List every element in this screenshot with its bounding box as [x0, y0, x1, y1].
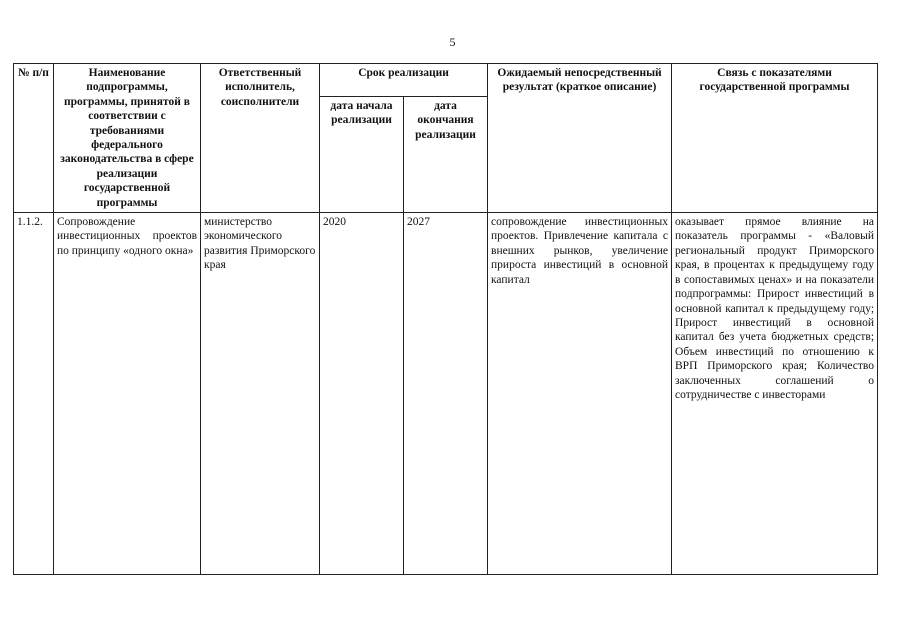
header-row-1: [14, 64, 878, 97]
program-table: [13, 63, 878, 575]
header-start-date: дата начала реализации: [320, 97, 404, 213]
row-result: сопровождение инвестиционных проектов. Привлечение капитала с внешних рынков, увеличение прироста инвестиций в основной капитал: [488, 213, 672, 575]
row-name: Сопровождение инвестиционных проектов по принципу «одного окна»: [54, 213, 201, 575]
page-number: 5: [449, 35, 456, 49]
header-name: Наименование подпрограммы, программы, принятой в соответствии с требованиями федерального законодательства в сфере реализации государственной программы: [54, 64, 201, 213]
header-end-date: дата окончания реализации: [404, 97, 488, 213]
row-number: 1.1.2.: [14, 213, 54, 575]
header-result: Ожидаемый непосредственный результат (краткое описание): [488, 64, 672, 213]
header-link: Связь с показателями государственной программы: [672, 64, 878, 213]
row-start-date: 2020: [320, 213, 404, 575]
header-term: Срок реализации: [320, 64, 488, 97]
header-executor: Ответственный исполнитель, соисполнители: [201, 64, 320, 213]
row-executor: министерство экономического развития Приморского края: [201, 213, 320, 575]
table-row: [14, 213, 878, 575]
row-end-date: 2027: [404, 213, 488, 575]
row-link: оказывает прямое влияние на показатель программы - «Валовый региональный продукт Приморского края, в процентах к предыдущему году в сопоставимых ценах» и на показатели подпрограммы: Прирост инвестиций в основной капитал к предыдущему году; Прирост инвестиций в основной капитал без учета бюджетных средств; Объем инвестиций по отношению к ВРП Приморского края; Количество заключенных соглашений о сотрудничестве с инвесторами: [672, 213, 878, 575]
header-num: № п/п: [14, 64, 54, 213]
